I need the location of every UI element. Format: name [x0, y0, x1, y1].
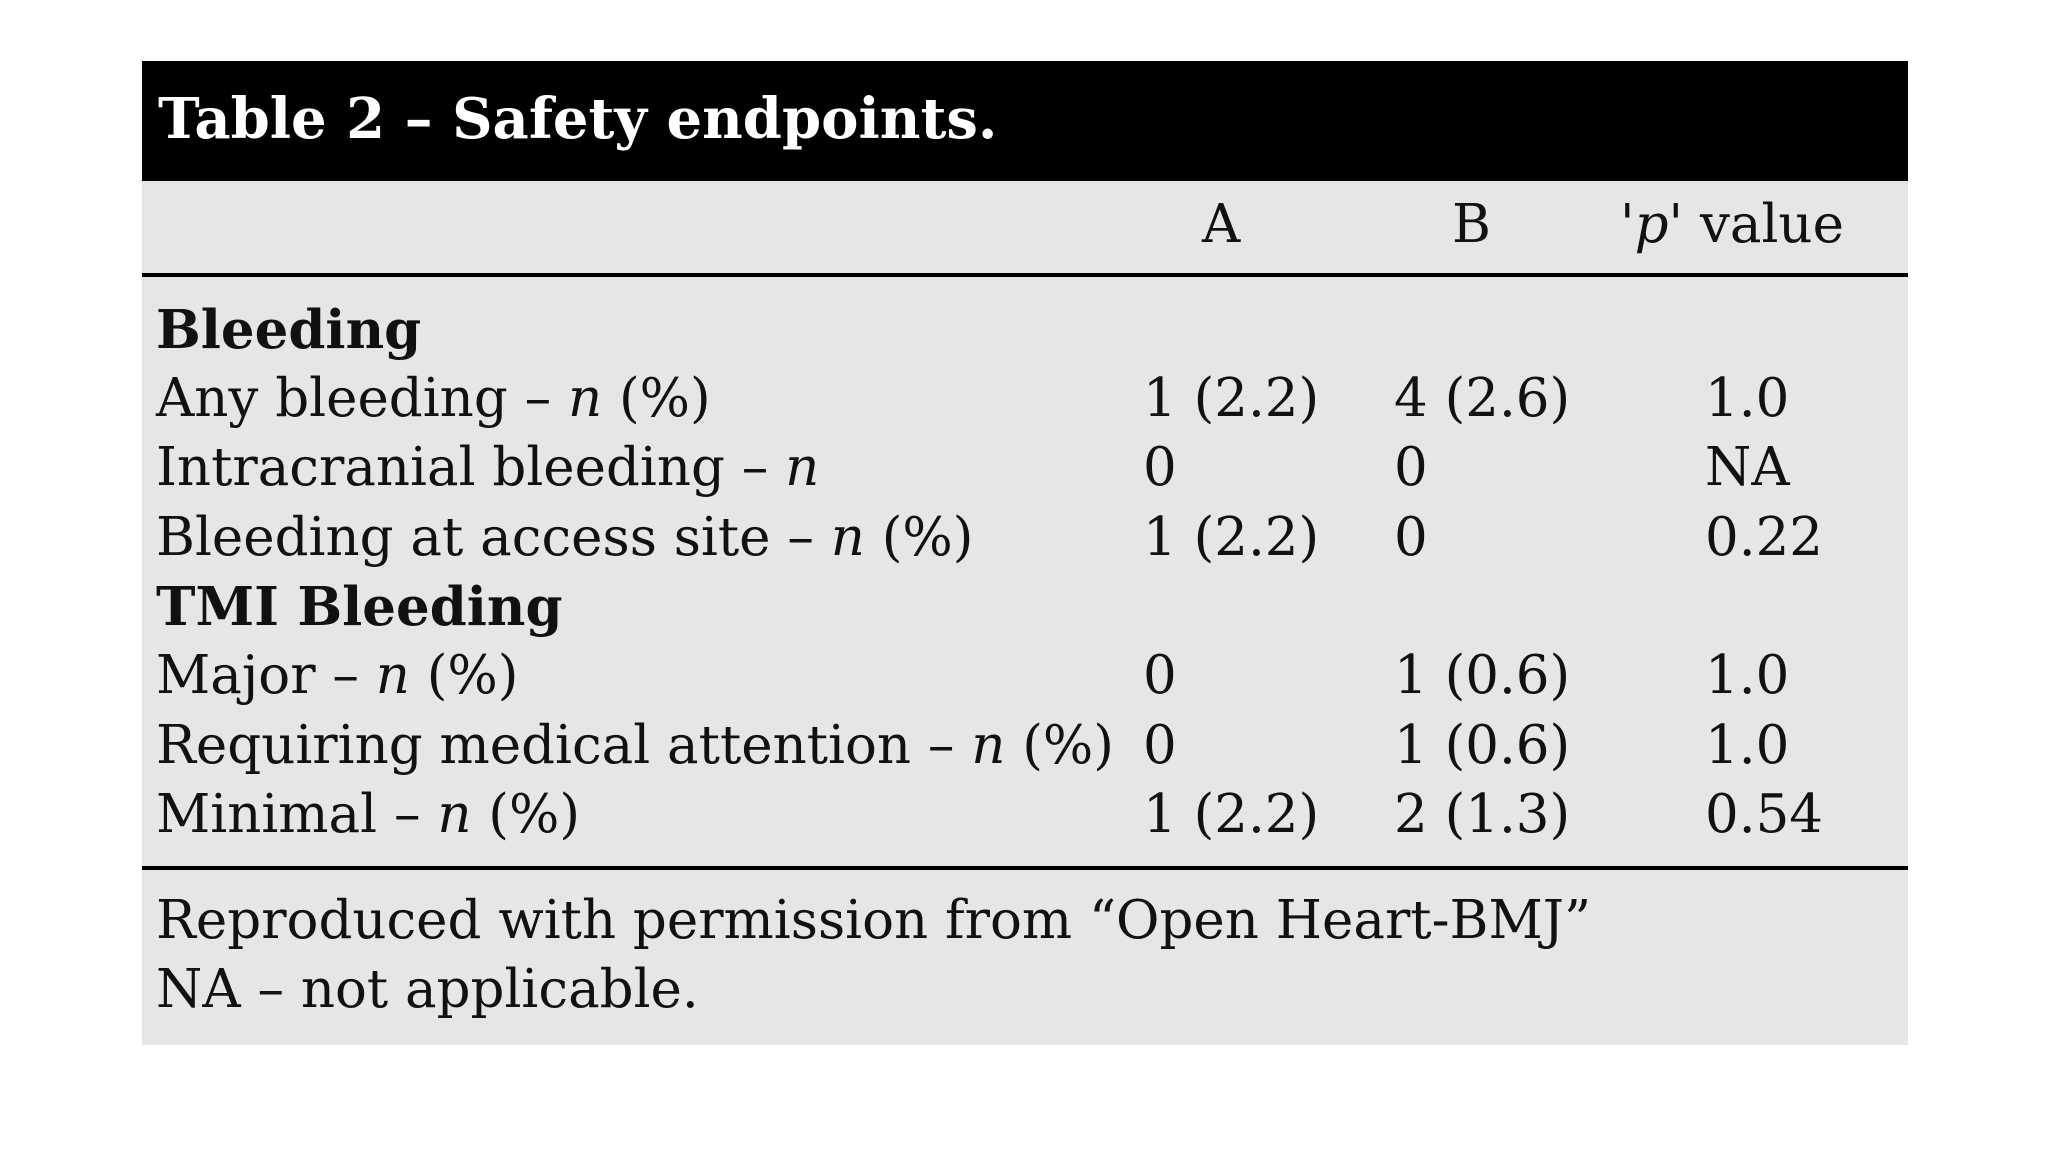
column-header-p-value: 'p' value — [1620, 194, 1844, 255]
footnote-permission: Reproduced with permission from “Open Heart-BMJ” — [156, 890, 1592, 951]
cell-b: 1 (0.6) — [1394, 715, 1571, 776]
cell-a: 0 — [1143, 645, 1177, 706]
column-header-a: A — [1202, 194, 1241, 255]
row-label: Intracranial bleeding – n — [156, 437, 820, 498]
row-label: Major – n (%) — [156, 645, 519, 706]
cell-p-value: 1.0 — [1705, 645, 1790, 706]
footnote-na: NA – not applicable. — [156, 959, 699, 1020]
row-label: Bleeding at access site – n (%) — [156, 507, 974, 568]
table-title: Table 2 – Safety endpoints. — [158, 86, 998, 152]
cell-b: 4 (2.6) — [1394, 368, 1571, 429]
cell-p-value: NA — [1705, 437, 1790, 498]
safety-endpoints-table — [142, 61, 1908, 1045]
cell-b: 0 — [1394, 507, 1428, 568]
footer-rule — [142, 866, 1908, 870]
cell-b: 0 — [1394, 437, 1428, 498]
cell-a: 1 (2.2) — [1143, 507, 1320, 568]
cell-a: 1 (2.2) — [1143, 784, 1320, 845]
header-rule — [142, 273, 1908, 277]
row-label-bleeding: Bleeding — [156, 299, 422, 361]
table-title-bar — [142, 61, 1908, 181]
cell-a: 0 — [1143, 715, 1177, 776]
cell-p-value: 0.22 — [1705, 507, 1824, 568]
cell-a: 1 (2.2) — [1143, 368, 1320, 429]
cell-b: 1 (0.6) — [1394, 645, 1571, 706]
column-header-b: B — [1452, 194, 1491, 255]
row-label: Requiring medical attention – n (%) — [156, 715, 1114, 776]
cell-p-value: 1.0 — [1705, 368, 1790, 429]
cell-p-value: 1.0 — [1705, 715, 1790, 776]
row-label: Any bleeding – n (%) — [156, 368, 711, 429]
row-label-tmi-bleeding: TMI Bleeding — [156, 576, 563, 638]
cell-a: 0 — [1143, 437, 1177, 498]
cell-b: 2 (1.3) — [1394, 784, 1571, 845]
cell-p-value: 0.54 — [1705, 784, 1824, 845]
row-label: Minimal – n (%) — [156, 784, 581, 845]
